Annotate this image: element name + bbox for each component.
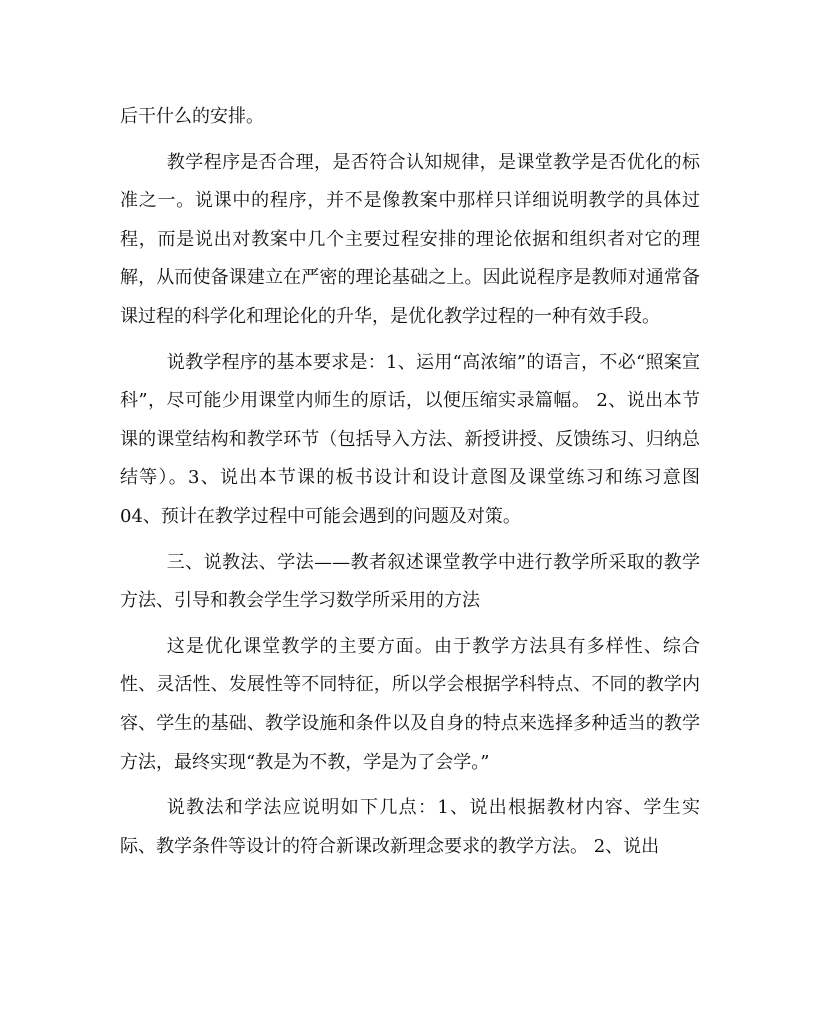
paragraph-methods-points: 说教法和学法应说明如下几点：1、说出根据教材内容、学生实际、教学条件等设计的符合新课改新理念要求的教学方法。 2、说出: [120, 797, 700, 857]
document-body: [120, 98, 700, 873]
section-heading-methods: 三、说教法、学法——教者叙述课堂教学中进行教学所采取的教学方法、引导和教会学生学习数学所采用的方法: [120, 551, 700, 612]
paragraph-teaching-procedure: 教学程序是否合理，是否符合认知规律，是课堂教学是否优化的标准之一。说课中的程序，并不是像教案中那样只详细说明教学的具体过程，而是说出对教案中几个主要过程安排的理论依据和组织者对它的理解，从而使备课建立在严密的理论基础之上。因此说程序是教师对通常备课过程的科学化和理论化的升华，是优化教学过程的一种有效手段。: [120, 151, 700, 327]
paragraph-methods-importance: 这是优化课堂教学的主要方面。由于教学方法具有多样性、综合性、灵活性、发展性等不同特征，所以学会根据学科特点、不同的教学内容、学生的基础、教学设施和条件以及自身的特点来选择多种适当的教学方法，最终实现“教是为不教，学是为了会学。”: [120, 635, 700, 773]
paragraph-procedure-requirements: 说教学程序的基本要求是：1、运用“高浓缩”的语言，不必“照案宣科”，尽可能少用课堂内师生的原话，以便压缩实录篇幅。 2、说出本节课的课堂结构和教学环节（包括导入方法、新授讲授、反馈练习、归纳总结等）。3、说出本节课的板书设计和设计意图及课堂练习和练习意图04、预计在教学过程中可能会遇到的问题及对策。: [120, 351, 700, 527]
paragraph-continuation: 后干什么的安排。: [120, 106, 264, 127]
